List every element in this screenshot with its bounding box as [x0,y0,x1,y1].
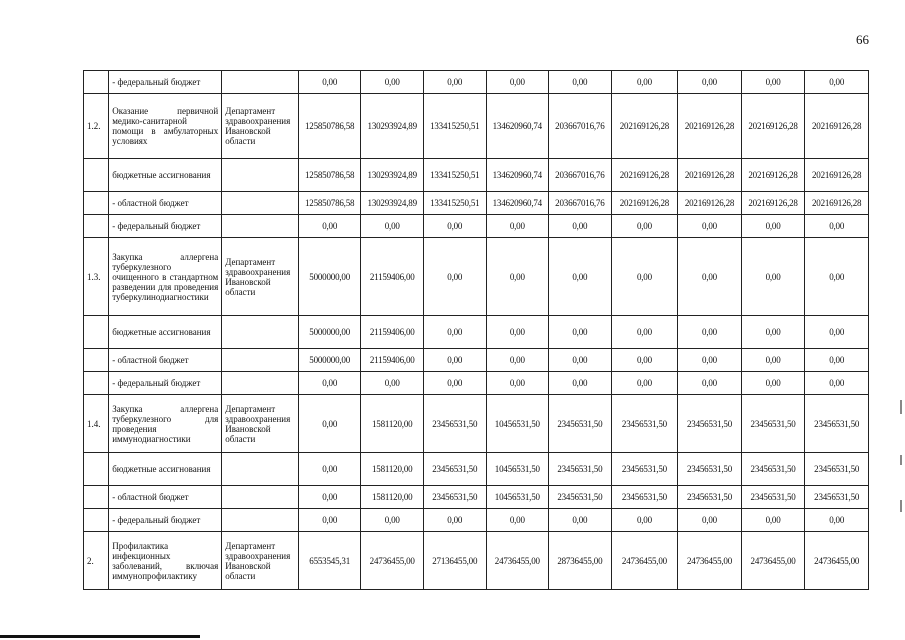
activity-name: бюджетные ассигнования [109,453,222,486]
amount-cell: 0,00 [298,486,361,509]
table-row [84,532,869,590]
amount-cell: 0,00 [549,215,612,238]
amount-cell: 1581120,00 [361,486,424,509]
row-index [84,71,109,94]
amount-cell: 23456531,50 [741,486,805,509]
amount-cell: 24736455,00 [678,532,742,590]
row-index [84,159,109,192]
amount-cell: 0,00 [549,349,612,372]
table-body [84,71,869,590]
amount-cell: 0,00 [298,372,361,395]
amount-cell: 133415250,51 [423,192,486,215]
table-row [84,215,869,238]
table-row [84,192,869,215]
amount-cell: 1581120,00 [361,453,424,486]
amount-cell: 6553545,31 [298,532,361,590]
amount-cell: 0,00 [298,71,361,94]
activity-name: - областной бюджет [109,192,222,215]
amount-cell: 0,00 [423,349,486,372]
amount-cell: 0,00 [486,349,549,372]
amount-cell: 202169126,28 [678,159,742,192]
amount-cell: 125850786,58 [298,192,361,215]
amount-cell: 125850786,58 [298,159,361,192]
amount-cell: 202169126,28 [611,192,678,215]
table-row [84,316,869,349]
scan-edge-mark [900,500,902,512]
row-index [84,453,109,486]
amount-cell: 23456531,50 [678,486,742,509]
amount-cell: 0,00 [298,453,361,486]
amount-cell: 202169126,28 [805,94,869,159]
amount-cell: 0,00 [805,509,869,532]
executor [222,509,299,532]
amount-cell: 23456531,50 [678,395,742,453]
amount-cell: 23456531,50 [423,486,486,509]
amount-cell: 0,00 [298,509,361,532]
table-row [84,94,869,159]
executor [222,215,299,238]
amount-cell: 5000000,00 [298,316,361,349]
activity-name: - федеральный бюджет [109,215,222,238]
amount-cell: 0,00 [549,71,612,94]
amount-cell: 0,00 [741,238,805,316]
amount-cell: 1581120,00 [361,395,424,453]
row-index: 1.2. [84,94,109,159]
amount-cell: 0,00 [611,349,678,372]
activity-name: Оказание первичной медико-санитарной помощи в амбулаторных условиях [109,94,222,159]
amount-cell: 0,00 [611,509,678,532]
amount-cell: 133415250,51 [423,159,486,192]
amount-cell: 24736455,00 [741,532,805,590]
executor [222,486,299,509]
activity-name: - областной бюджет [109,349,222,372]
amount-cell: 0,00 [805,215,869,238]
page-bottom-rule [0,635,200,638]
amount-cell: 0,00 [423,316,486,349]
amount-cell: 202169126,28 [611,94,678,159]
row-index [84,509,109,532]
amount-cell: 23456531,50 [423,395,486,453]
amount-cell: 202169126,28 [741,159,805,192]
amount-cell: 0,00 [741,509,805,532]
amount-cell: 23456531,50 [741,395,805,453]
amount-cell: 203667016,76 [549,94,612,159]
amount-cell: 202169126,28 [805,192,869,215]
amount-cell: 203667016,76 [549,159,612,192]
amount-cell: 202169126,28 [678,192,742,215]
activity-name: - областной бюджет [109,486,222,509]
amount-cell: 0,00 [741,349,805,372]
amount-cell: 130293924,89 [361,159,424,192]
budget-table [83,70,869,590]
amount-cell: 0,00 [486,215,549,238]
row-index [84,349,109,372]
row-index: 2. [84,532,109,590]
amount-cell: 0,00 [486,71,549,94]
amount-cell: 24736455,00 [805,532,869,590]
activity-name: - федеральный бюджет [109,71,222,94]
amount-cell: 23456531,50 [805,486,869,509]
amount-cell: 10456531,50 [486,486,549,509]
amount-cell: 0,00 [611,71,678,94]
scan-edge-mark [900,400,902,414]
amount-cell: 0,00 [486,509,549,532]
amount-cell: 0,00 [741,71,805,94]
activity-name: Профилактика инфекционных заболеваний, включая иммунопрофилактику [109,532,222,590]
amount-cell: 0,00 [678,71,742,94]
amount-cell: 0,00 [805,71,869,94]
amount-cell: 134620960,74 [486,94,549,159]
amount-cell: 10456531,50 [486,453,549,486]
amount-cell: 0,00 [611,372,678,395]
amount-cell: 130293924,89 [361,94,424,159]
executor: Департамент здравоохранения Ивановской области [222,94,299,159]
row-index: 1.3. [84,238,109,316]
amount-cell: 0,00 [549,509,612,532]
executor [222,349,299,372]
amount-cell: 5000000,00 [298,238,361,316]
amount-cell: 0,00 [741,316,805,349]
amount-cell: 0,00 [423,509,486,532]
amount-cell: 23456531,50 [611,395,678,453]
activity-name: - федеральный бюджет [109,372,222,395]
executor: Департамент здравоохранения Ивановской области [222,395,299,453]
amount-cell: 202169126,28 [741,94,805,159]
amount-cell: 23456531,50 [549,486,612,509]
row-index [84,215,109,238]
amount-cell: 0,00 [805,238,869,316]
amount-cell: 0,00 [486,238,549,316]
amount-cell: 0,00 [741,372,805,395]
amount-cell: 134620960,74 [486,159,549,192]
amount-cell: 202169126,28 [805,159,869,192]
row-index: 1.4. [84,395,109,453]
amount-cell: 0,00 [549,372,612,395]
executor [222,192,299,215]
amount-cell: 203667016,76 [549,192,612,215]
amount-cell: 0,00 [678,349,742,372]
amount-cell: 0,00 [805,316,869,349]
amount-cell: 21159406,00 [361,316,424,349]
activity-name: Закупка аллергена туберкулезного очищенного в стандартном разведении для проведения туберкулинодиагностики [109,238,222,316]
amount-cell: 0,00 [423,215,486,238]
amount-cell: 23456531,50 [611,453,678,486]
amount-cell: 0,00 [486,316,549,349]
amount-cell: 23456531,50 [741,453,805,486]
amount-cell: 0,00 [611,238,678,316]
amount-cell: 202169126,28 [611,159,678,192]
amount-cell: 0,00 [741,215,805,238]
table-row [84,238,869,316]
amount-cell: 23456531,50 [423,453,486,486]
amount-cell: 133415250,51 [423,94,486,159]
executor: Департамент здравоохранения Ивановской области [222,532,299,590]
amount-cell: 27136455,00 [423,532,486,590]
amount-cell: 0,00 [361,509,424,532]
amount-cell: 125850786,58 [298,94,361,159]
amount-cell: 24736455,00 [361,532,424,590]
amount-cell: 28736455,00 [549,532,612,590]
amount-cell: 23456531,50 [678,453,742,486]
executor [222,71,299,94]
table-row [84,453,869,486]
amount-cell: 0,00 [678,215,742,238]
amount-cell: 0,00 [549,238,612,316]
amount-cell: 0,00 [805,349,869,372]
table-row [84,395,869,453]
amount-cell: 23456531,50 [805,453,869,486]
table-row [84,509,869,532]
amount-cell: 0,00 [678,316,742,349]
amount-cell: 23456531,50 [805,395,869,453]
table-row [84,349,869,372]
amount-cell: 23456531,50 [549,395,612,453]
amount-cell: 23456531,50 [549,453,612,486]
row-index [84,486,109,509]
table-row [84,71,869,94]
amount-cell: 0,00 [298,215,361,238]
row-index [84,372,109,395]
executor [222,453,299,486]
amount-cell: 0,00 [611,215,678,238]
amount-cell: 0,00 [361,215,424,238]
executor [222,159,299,192]
amount-cell: 134620960,74 [486,192,549,215]
amount-cell: 24736455,00 [611,532,678,590]
table-row [84,486,869,509]
amount-cell: 0,00 [423,238,486,316]
amount-cell: 0,00 [361,372,424,395]
amount-cell: 21159406,00 [361,238,424,316]
amount-cell: 0,00 [678,238,742,316]
row-index [84,316,109,349]
amount-cell: 5000000,00 [298,349,361,372]
amount-cell: 0,00 [678,509,742,532]
amount-cell: 0,00 [805,372,869,395]
amount-cell: 0,00 [678,372,742,395]
amount-cell: 0,00 [611,316,678,349]
activity-name: - федеральный бюджет [109,509,222,532]
amount-cell: 0,00 [361,71,424,94]
page-number: 66 [856,32,869,47]
table-row [84,159,869,192]
amount-cell: 0,00 [549,316,612,349]
activity-name: бюджетные ассигнования [109,316,222,349]
amount-cell: 0,00 [298,395,361,453]
amount-cell: 24736455,00 [486,532,549,590]
executor [222,316,299,349]
amount-cell: 202169126,28 [678,94,742,159]
amount-cell: 202169126,28 [741,192,805,215]
amount-cell: 23456531,50 [611,486,678,509]
activity-name: Закупка аллергена туберкулезного для проведения иммунодиагностики [109,395,222,453]
amount-cell: 21159406,00 [361,349,424,372]
activity-name: бюджетные ассигнования [109,159,222,192]
amount-cell: 0,00 [486,372,549,395]
table-row [84,372,869,395]
amount-cell: 0,00 [423,372,486,395]
amount-cell: 10456531,50 [486,395,549,453]
executor [222,372,299,395]
executor: Департамент здравоохранения Ивановской области [222,238,299,316]
row-index [84,192,109,215]
scan-edge-mark [900,455,902,465]
amount-cell: 0,00 [423,71,486,94]
amount-cell: 130293924,89 [361,192,424,215]
